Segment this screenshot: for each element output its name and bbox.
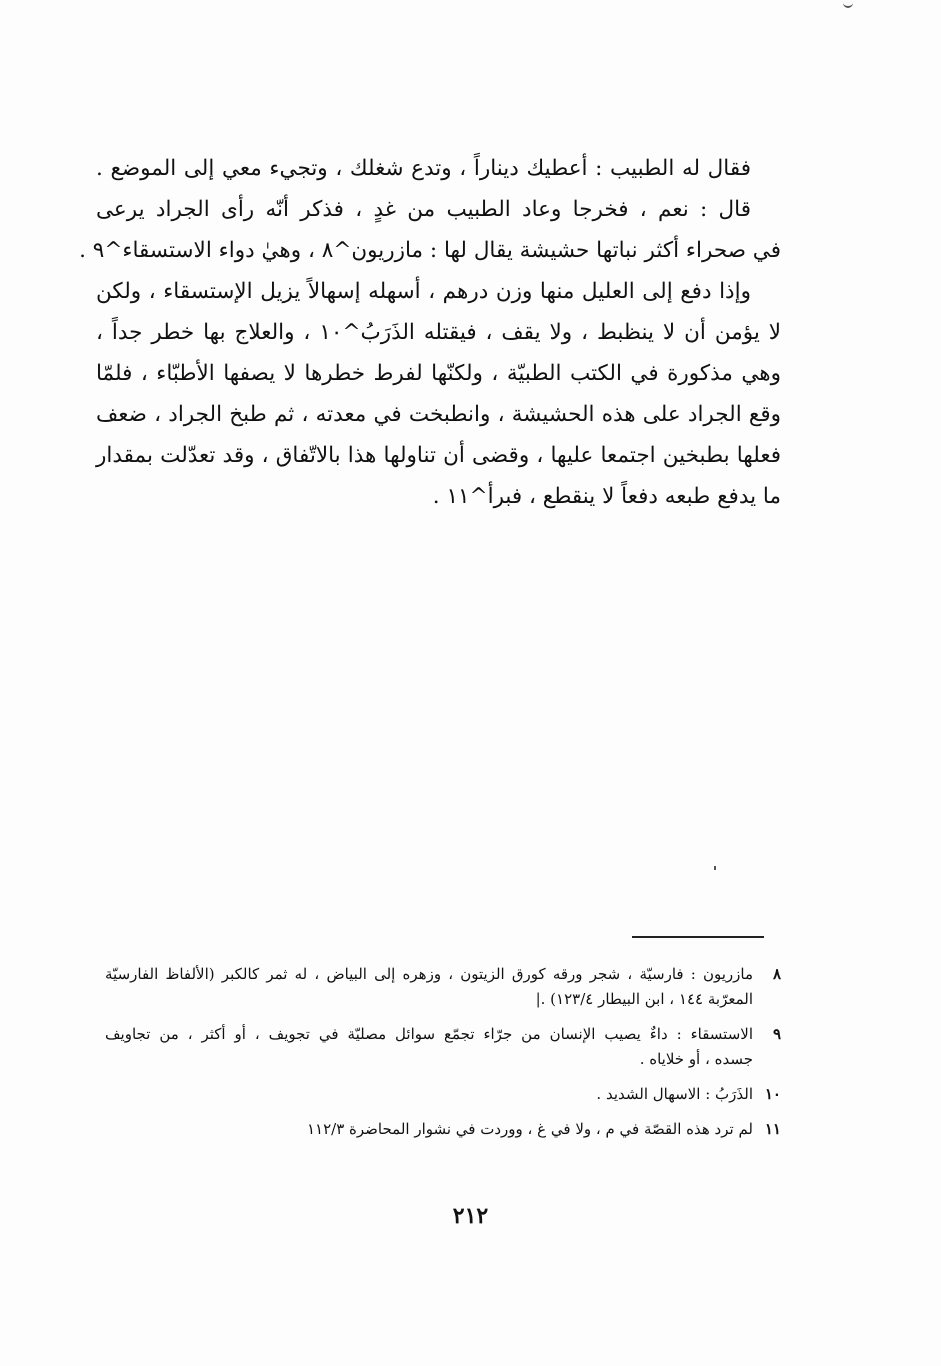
footnote-separator: [632, 936, 764, 938]
text-line: وهي مذكورة في الكتب الطبيّة ، ولكنّها لفرط خطرها لا يصفها الأطبّاء ، فلمّا: [96, 361, 781, 386]
footnote: [105, 1117, 781, 1142]
text-line: فعلها بطبخين اجتمعا عليها ، وقضى أن تناولها هذا بالاتّفاق ، وقد تعدّلت بمقدار: [96, 443, 781, 468]
footnote-line: الذَرَبُ : الاسهال الشديد .: [596, 1085, 753, 1103]
main-text: [79, 148, 782, 517]
page-number: ٢١٢: [452, 1203, 489, 1229]
text-line: وإذا دفع إلى العليل منها وزن درهم ، أسهله إسهالاً يزيل الإستسقاء ، ولكن: [96, 279, 751, 304]
text-line: فقال له الطبيب : أعطيك ديناراً ، وتدع شغلك ، وتجيء معي إلى الموضع .: [96, 156, 751, 181]
footnote-line: مازريون : فارسيّة ، شجر ورقه كورق الزيتون ، وزهره إلى البياض ، له ثمر كالكبر (الألفاظ الفارسيّة: [105, 965, 753, 983]
scan-mark: [843, 0, 853, 8]
footnote-line: جسده ، أو خلاياه .: [639, 1050, 753, 1068]
text-line: وقع الجراد على هذه الحشيشة ، وانطبخت في معدته ، ثم طبخ الجراد ، ضعف: [96, 402, 781, 427]
footnote-number: ١٠: [764, 1085, 781, 1103]
footnote-line: الاستسقاء : داءٌ يصيب الإنسان من جرّاء تجمّع سوائل مصليّة في تجويف ، أو أكثر ، من تجاويف: [105, 1025, 753, 1043]
footnote: [105, 962, 781, 1012]
footnote-number: ١١: [764, 1120, 781, 1138]
text-line: في صحراء أكثر نباتها حشيشة يقال لها : مازريون^٨ ، وهيٰ دواء الاستسقاء^٩ .: [79, 238, 781, 263]
footnotes: [105, 962, 781, 1152]
footnote: [105, 1022, 781, 1072]
footnote: [105, 1082, 781, 1107]
footnote-number: ٨: [772, 965, 781, 983]
scan-speck: [714, 866, 716, 870]
text-line: قال : نعم ، فخرجا وعاد الطبيب من غدٍ ، فذكر أنّه رأى الجراد يرعى: [96, 197, 751, 222]
footnote-line: لم ترد هذه القصّة في م ، ولا في غ ، ووردت في نشوار المحاضرة ١١٢/٣: [306, 1120, 753, 1138]
text-line: لا يؤمن أن لا ينظبط ، ولا يقف ، فيقتله الذَرَبُ^١٠ ، والعلاج بها خطر جداً ،: [96, 320, 782, 345]
footnote-line: المعرّبة ١٤٤ ، ابن البيطار ١٢٣/٤) .|: [535, 990, 753, 1008]
footnote-number: ٩: [772, 1025, 781, 1043]
text-line: ما يدفع طبعه دفعاً لا ينقطع ، فبرأ^١١ .: [432, 484, 781, 509]
